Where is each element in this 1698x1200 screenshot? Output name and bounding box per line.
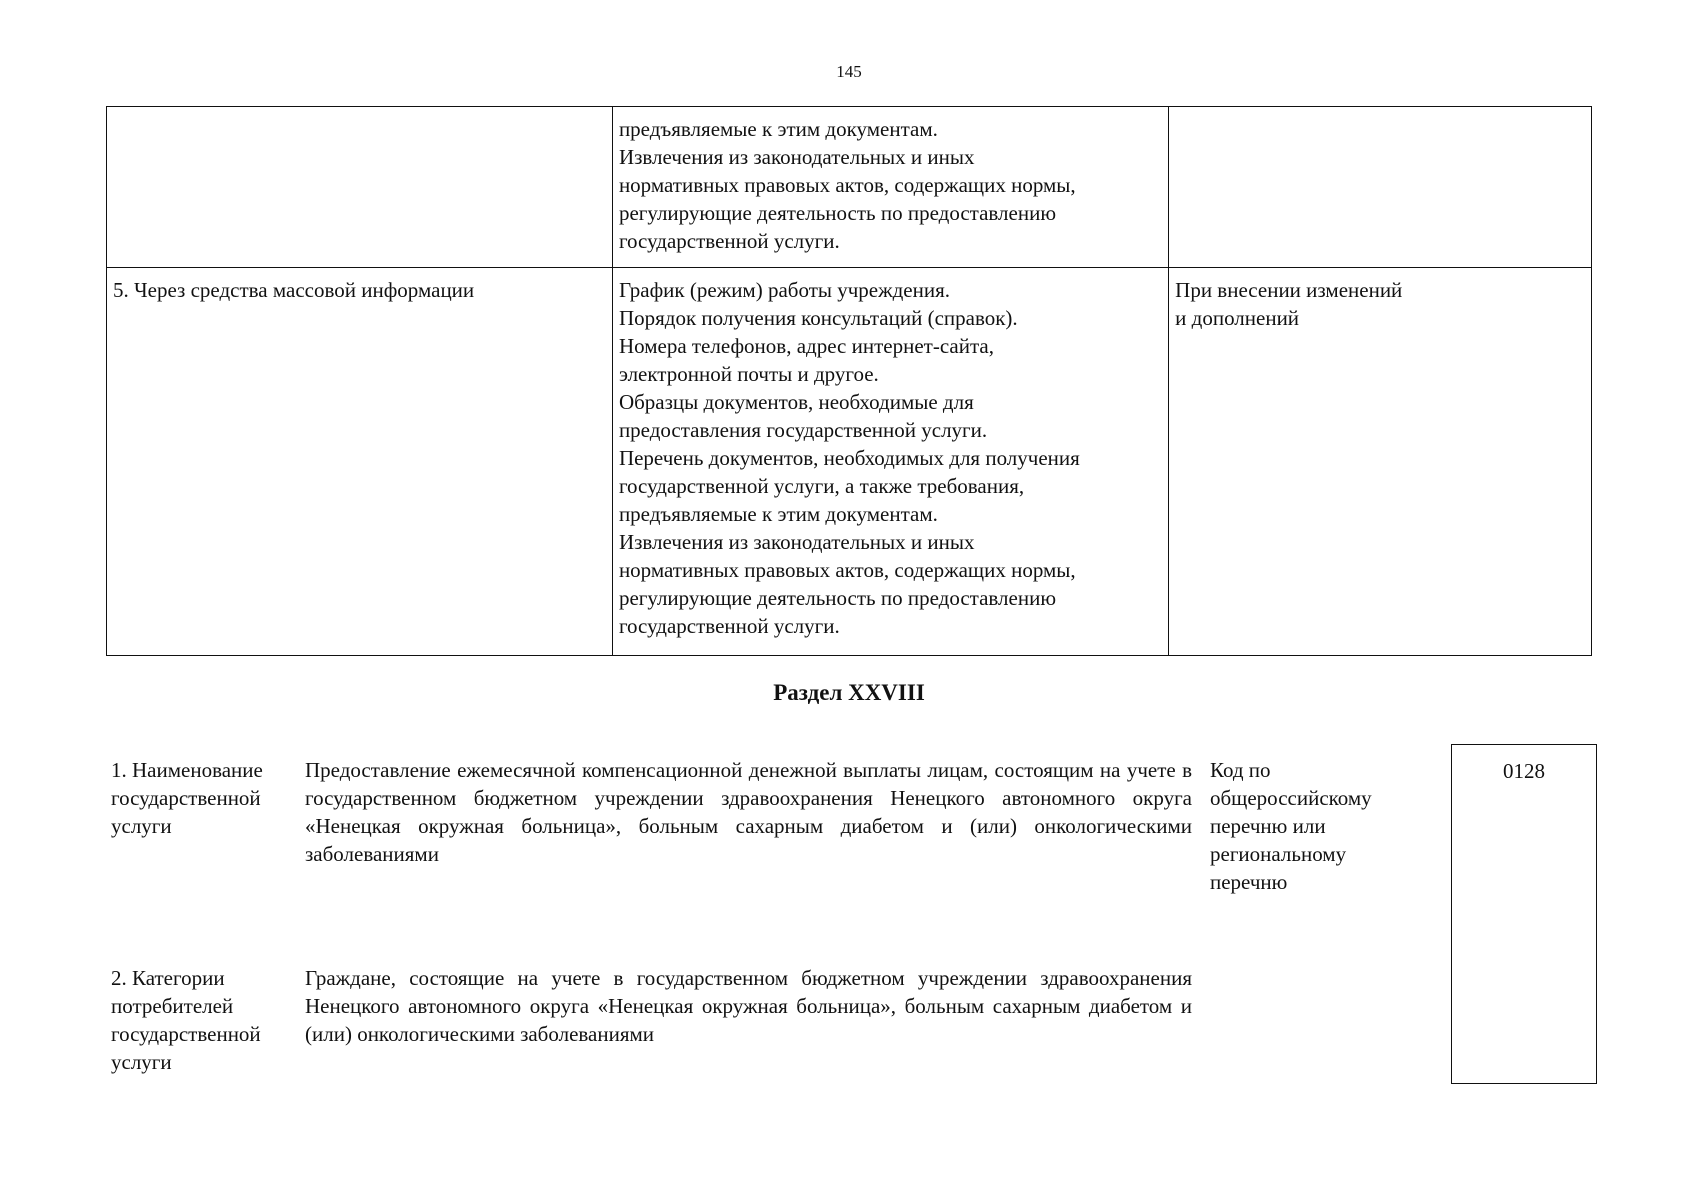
- content-line: Извлечения из законодательных и иных: [618, 530, 975, 554]
- content-line: регулирующие деятельность по предоставлению: [618, 586, 1057, 610]
- content-line: нормативных правовых актов, содержащих нормы,: [618, 558, 1076, 582]
- frequency-line: и дополнений: [1175, 306, 1300, 330]
- content-line: Перечень документов, необходимых для получения: [618, 446, 1080, 470]
- content-line: государственной услуги.: [618, 229, 840, 253]
- consumer-categories-value: Граждане, состоящие на учете в государственном бюджетном учреждении здравоохранения Ненецкого автономного округа «Ненецкая окружная больница», больным сахарным диабетом и (или) онкологическими заболеваниями: [305, 966, 1192, 1046]
- method-cell: [107, 107, 613, 268]
- page-number: 145: [836, 62, 862, 81]
- content-line: нормативных правовых актов, содержащих нормы,: [618, 173, 1076, 197]
- content-line: предъявляемые к этим документам.: [618, 502, 938, 526]
- content-line: регулирующие деятельность по предоставлению: [618, 201, 1057, 225]
- content-line: предъявляемые к этим документам.: [618, 117, 938, 141]
- consumer-categories-label: 2. Категории потребителей государственной услуги: [111, 966, 261, 1074]
- registry-code-label: Код по общероссийскому перечню или региональному перечню: [1210, 758, 1372, 894]
- content-line: Извлечения из законодательных и иных: [618, 145, 975, 169]
- content-line: Порядок получения консультаций (справок).: [618, 306, 1018, 330]
- service-name-label: 1. Наименование государственной услуги: [111, 758, 263, 838]
- content-line: государственной услуги.: [618, 614, 840, 638]
- section-title: Раздел XXVIII: [773, 680, 925, 705]
- content-line: предоставления государственной услуги.: [618, 418, 988, 442]
- table-row: [107, 268, 1592, 656]
- frequency-line: При внесении изменений: [1175, 278, 1403, 302]
- registry-code-value: 0128: [1503, 759, 1545, 783]
- service-name-value: Предоставление ежемесячной компенсационной денежной выплаты лицам, состоящим на учете в государственном бюджетном учреждении здравоохранения Ненецкого автономного округа «Ненецкая окружная больница», больным сахарным диабетом и (или) онкологическими заболеваниями: [305, 758, 1192, 866]
- content-line: График (режим) работы учреждения.: [618, 278, 951, 302]
- information-table: [106, 106, 1592, 656]
- frequency-cell: [1169, 268, 1592, 656]
- frequency-cell: [1169, 107, 1592, 268]
- content-line: Образцы документов, необходимые для: [618, 390, 974, 414]
- table-row: [107, 107, 1592, 268]
- content-cell: [612, 268, 1168, 656]
- content-line: Номера телефонов, адрес интернет-сайта,: [618, 334, 994, 358]
- content-line: электронной почты и другое.: [618, 362, 879, 386]
- content-line: государственной услуги, а также требования,: [618, 474, 1025, 498]
- registry-code-box: [1451, 744, 1597, 1084]
- method-cell: 5. Через средства массовой информации: [107, 268, 613, 656]
- content-cell: [612, 107, 1168, 268]
